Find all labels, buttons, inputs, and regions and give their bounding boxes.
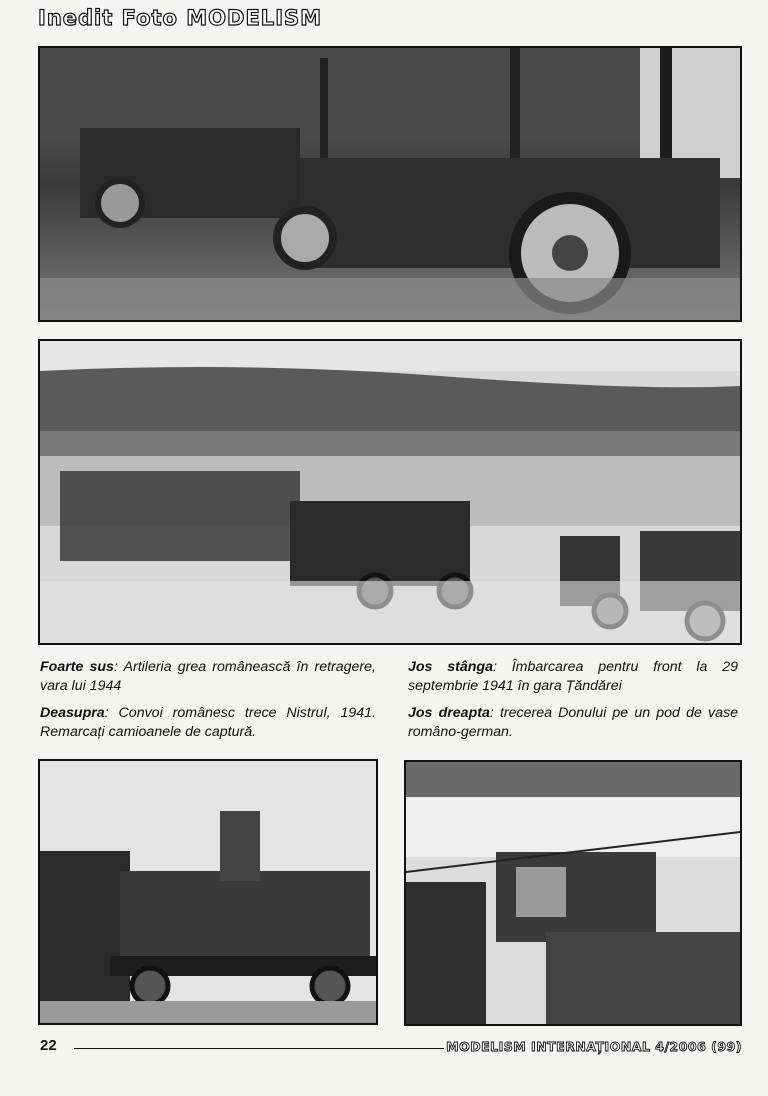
caption-text: : trecerea Donului pe un pod de vase româno-german. — [408, 705, 738, 740]
page-number: 22 — [40, 1037, 57, 1054]
caption-middle-photo — [40, 704, 376, 742]
caption-label: Deasupra — [40, 705, 105, 721]
photo-artillery-retreat — [38, 46, 742, 322]
photo-convoy-dniester — [38, 339, 742, 645]
caption-bottom-left-photo — [408, 658, 738, 696]
caption-label: Jos dreapta — [408, 705, 490, 721]
caption-label: Foarte sus — [40, 659, 114, 675]
caption-text: : Artileria grea românească în retragere, vara lui 1944 — [40, 659, 376, 694]
footer-divider — [74, 1048, 444, 1049]
page-header-title: Inedit Foto MODELISM — [38, 6, 323, 30]
caption-label: Jos stânga — [408, 659, 493, 675]
photo-don-pontoon-bridge — [404, 760, 742, 1026]
caption-column-right — [408, 658, 738, 750]
caption-text: : Convoi românesc trece Nistrul, 1941. Remarcați camioanele de captură. — [40, 705, 376, 740]
magazine-issue: MODELISM INTERNAȚIONAL 4/2006 (99) — [446, 1039, 742, 1054]
caption-bottom-right-photo — [408, 704, 738, 742]
photo-train-embarkation — [38, 759, 378, 1025]
caption-column-left — [40, 658, 376, 750]
caption-top-photo — [40, 658, 376, 696]
caption-text: : Îmbarcarea pentru front la 29 septembrie 1941 în gara Țăndărei — [408, 659, 738, 694]
